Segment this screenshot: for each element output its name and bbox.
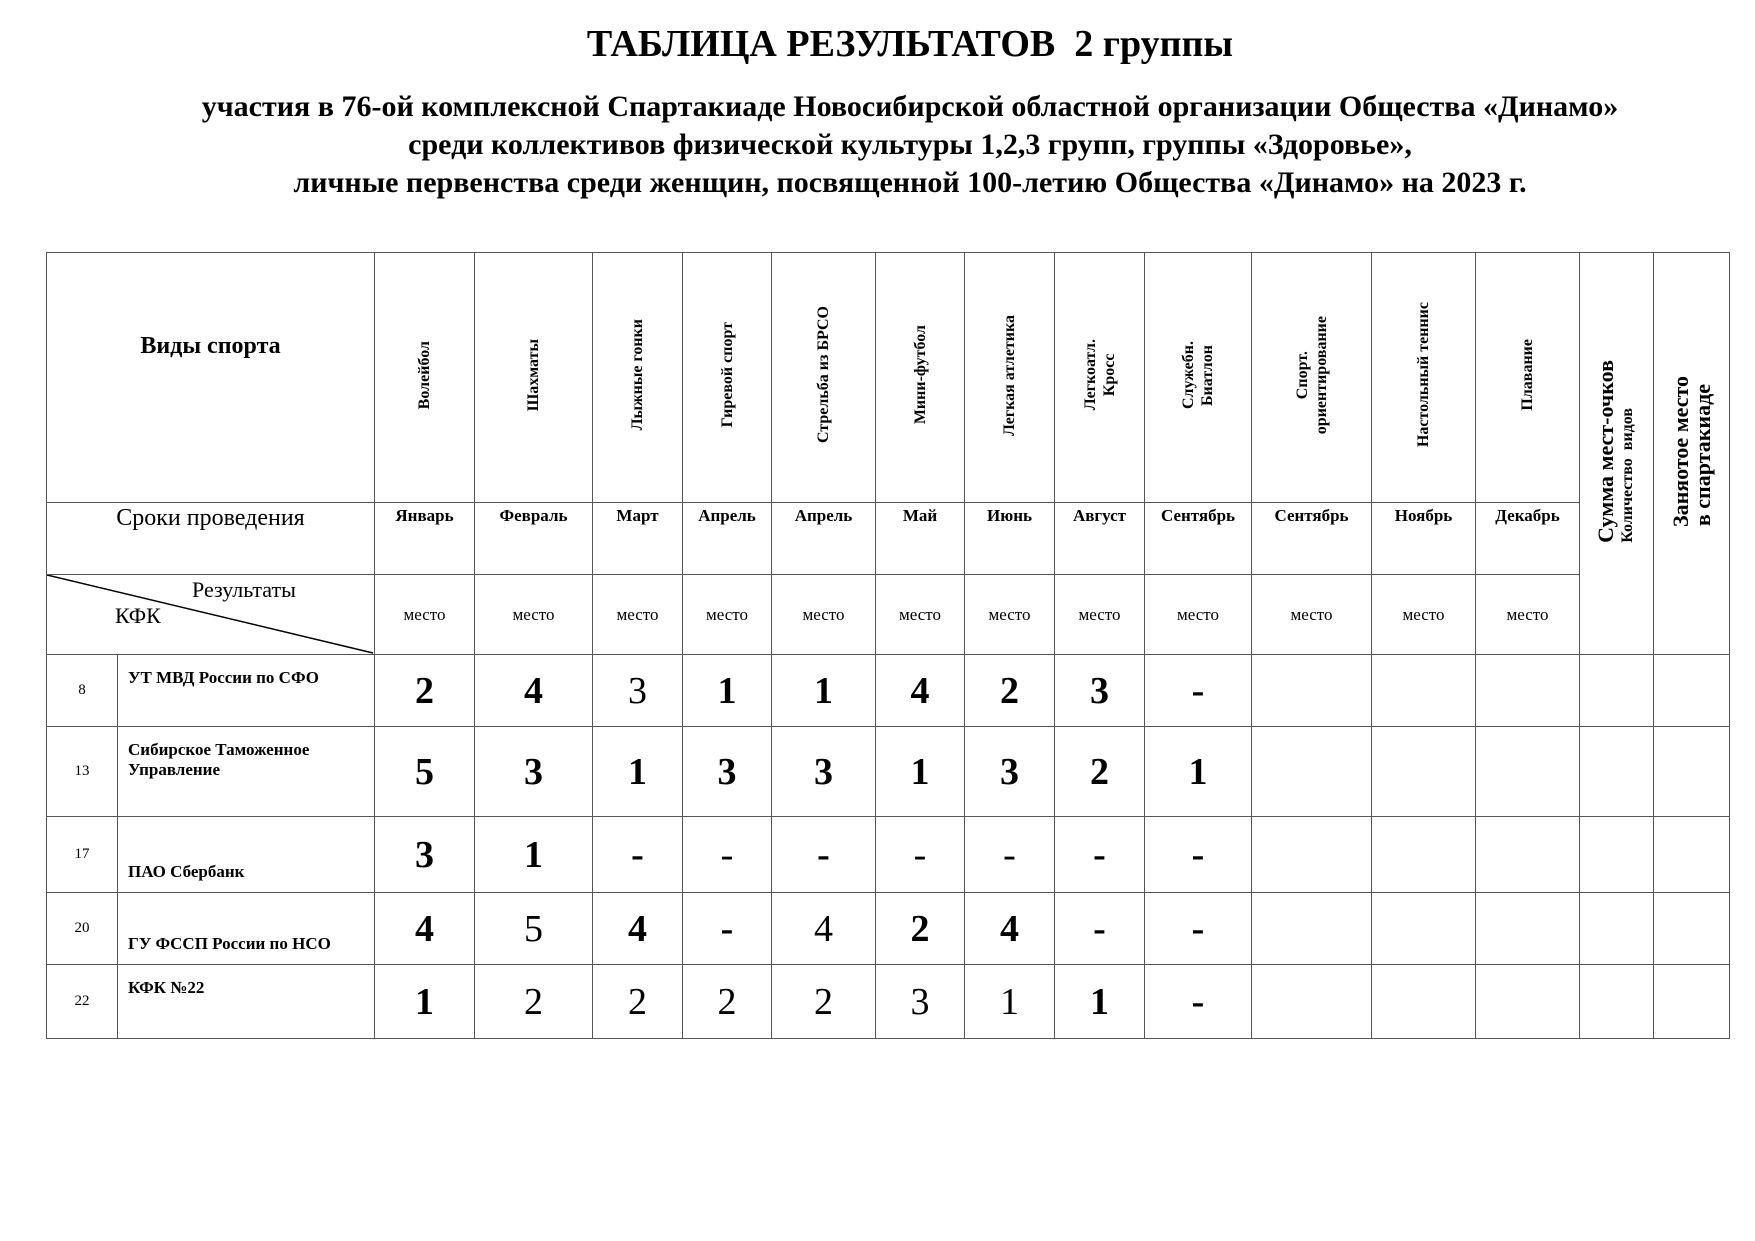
sum-cell bbox=[1580, 727, 1654, 817]
result-cell: 4 bbox=[876, 655, 965, 727]
result-cell: - bbox=[1145, 817, 1252, 893]
result-cell: 4 bbox=[965, 893, 1055, 965]
result-cell: 5 bbox=[475, 893, 593, 965]
sum-cell bbox=[1580, 817, 1654, 893]
team-name: КФК №22 bbox=[118, 965, 375, 1039]
result-cell bbox=[1252, 817, 1372, 893]
result-cell: - bbox=[772, 817, 876, 893]
table-row bbox=[47, 727, 1730, 817]
result-cell: 5 bbox=[375, 727, 475, 817]
result-cell: 3 bbox=[475, 727, 593, 817]
results-table bbox=[46, 252, 1730, 1039]
result-cell: 2 bbox=[683, 965, 772, 1039]
sport-header bbox=[1476, 253, 1580, 503]
sport-month: Апрель bbox=[683, 503, 772, 575]
place-cell bbox=[1654, 817, 1730, 893]
sport-header bbox=[1145, 253, 1252, 503]
sports-header: Виды спорта bbox=[47, 253, 375, 503]
sport-unit: место bbox=[876, 575, 965, 655]
result-cell: - bbox=[965, 817, 1055, 893]
sport-month: Июнь bbox=[965, 503, 1055, 575]
result-cell: 2 bbox=[965, 655, 1055, 727]
place-cell bbox=[1654, 727, 1730, 817]
sport-header bbox=[683, 253, 772, 503]
team-name: Сибирское Таможенное Управление bbox=[118, 727, 375, 817]
result-cell: 3 bbox=[375, 817, 475, 893]
results-label: Результаты bbox=[192, 577, 296, 602]
sport-unit: место bbox=[1145, 575, 1252, 655]
result-cell: - bbox=[1145, 893, 1252, 965]
sport-month: Май bbox=[876, 503, 965, 575]
sport-name: Настольный теннис bbox=[1415, 302, 1432, 448]
sport-name: Плавание bbox=[1519, 339, 1536, 411]
result-cell: 4 bbox=[593, 893, 683, 965]
page-title: ТАБЛИЦА РЕЗУЛЬТАТОВ 2 группы bbox=[586, 23, 1234, 65]
sum-cell bbox=[1580, 965, 1654, 1039]
result-cell bbox=[1476, 655, 1580, 727]
sport-month: Сентябрь bbox=[1145, 503, 1252, 575]
result-cell: - bbox=[876, 817, 965, 893]
row-number: 17 bbox=[47, 817, 118, 893]
place-header bbox=[1654, 253, 1730, 655]
sport-name: Лыжные гонки bbox=[629, 319, 646, 431]
result-cell bbox=[1252, 727, 1372, 817]
sport-name: Служебн. Биатлон bbox=[1180, 340, 1216, 410]
result-cell bbox=[1252, 965, 1372, 1039]
sum-cell bbox=[1580, 893, 1654, 965]
result-cell: 1 bbox=[475, 817, 593, 893]
team-name: УТ МВД России по СФО bbox=[118, 655, 375, 727]
row-number: 20 bbox=[47, 893, 118, 965]
sport-unit: место bbox=[375, 575, 475, 655]
sport-unit: место bbox=[1372, 575, 1476, 655]
sport-header bbox=[1055, 253, 1145, 503]
subtitle-line-1: участия в 76-ой комплексной Спартакиаде Новосибирской областной организации Общества «Динамо» bbox=[201, 90, 1619, 123]
result-cell bbox=[1372, 655, 1476, 727]
result-cell: - bbox=[683, 817, 772, 893]
result-cell bbox=[1372, 817, 1476, 893]
result-cell bbox=[1476, 817, 1580, 893]
result-cell: 1 bbox=[876, 727, 965, 817]
sport-name: Мини-футбол bbox=[911, 325, 929, 425]
sport-name: Спорт. ориентирование bbox=[1293, 315, 1330, 435]
place-header-line-2: в спартакиаде bbox=[1689, 384, 1715, 527]
sport-unit: место bbox=[965, 575, 1055, 655]
result-cell: - bbox=[1055, 893, 1145, 965]
sport-header bbox=[876, 253, 965, 503]
result-cell bbox=[1372, 965, 1476, 1039]
result-cell: 4 bbox=[375, 893, 475, 965]
result-cell: 3 bbox=[1055, 655, 1145, 727]
result-cell: 3 bbox=[876, 965, 965, 1039]
sport-name: Шахматы bbox=[525, 338, 542, 412]
sport-name: Волейбол bbox=[416, 340, 433, 410]
place-cell bbox=[1654, 893, 1730, 965]
sport-month: Январь bbox=[375, 503, 475, 575]
result-cell: 4 bbox=[475, 655, 593, 727]
sum-header bbox=[1580, 253, 1654, 655]
result-cell: 1 bbox=[772, 655, 876, 727]
result-cell: 2 bbox=[593, 965, 683, 1039]
result-cell bbox=[1252, 893, 1372, 965]
result-cell: 4 bbox=[772, 893, 876, 965]
sport-header bbox=[1372, 253, 1476, 503]
result-cell: 2 bbox=[475, 965, 593, 1039]
sport-month: Август bbox=[1055, 503, 1145, 575]
sport-header bbox=[965, 253, 1055, 503]
result-cell bbox=[1476, 727, 1580, 817]
sport-month: Март bbox=[593, 503, 683, 575]
result-cell bbox=[1476, 893, 1580, 965]
sport-name: Легкая атлетика bbox=[1001, 314, 1018, 436]
sport-name: Легкоатл. Кросс bbox=[1081, 339, 1118, 411]
row-number: 22 bbox=[47, 965, 118, 1039]
sport-name: Стрельба из БРСО bbox=[815, 306, 832, 444]
result-cell: 3 bbox=[965, 727, 1055, 817]
result-cell: - bbox=[683, 893, 772, 965]
subtitle-line-3: личные первенства среди женщин, посвященной 100-летию Общества «Динамо» на 2023 г. bbox=[293, 166, 1527, 199]
row-number: 8 bbox=[47, 655, 118, 727]
result-cell bbox=[1372, 893, 1476, 965]
result-cell: - bbox=[1145, 965, 1252, 1039]
result-cell bbox=[1476, 965, 1580, 1039]
sport-month: Декабрь bbox=[1476, 503, 1580, 575]
result-cell: 1 bbox=[1055, 965, 1145, 1039]
sport-header bbox=[772, 253, 876, 503]
result-cell: 2 bbox=[772, 965, 876, 1039]
result-cell: - bbox=[1145, 655, 1252, 727]
result-cell: - bbox=[1055, 817, 1145, 893]
result-cell: 1 bbox=[965, 965, 1055, 1039]
sport-unit: место bbox=[593, 575, 683, 655]
sport-month: Сентябрь bbox=[1252, 503, 1372, 575]
result-cell: 2 bbox=[375, 655, 475, 727]
result-cell: 3 bbox=[772, 727, 876, 817]
table-row bbox=[47, 965, 1730, 1039]
result-cell: 3 bbox=[683, 727, 772, 817]
sum-header-line-1: Сумма мест-очков bbox=[1592, 359, 1618, 543]
sport-header bbox=[1252, 253, 1372, 503]
team-name: ПАО Сбербанк bbox=[118, 817, 375, 893]
kfk-label: КФК bbox=[115, 603, 161, 628]
result-cell bbox=[1372, 727, 1476, 817]
results-kfk-header bbox=[47, 575, 375, 655]
result-cell bbox=[1252, 655, 1372, 727]
result-cell: 3 bbox=[593, 655, 683, 727]
sport-unit: место bbox=[683, 575, 772, 655]
sport-header bbox=[375, 253, 475, 503]
sport-name: Гиревой спорт bbox=[718, 322, 736, 428]
sport-unit: место bbox=[1055, 575, 1145, 655]
sport-header bbox=[475, 253, 593, 503]
place-cell bbox=[1654, 965, 1730, 1039]
sport-month: Ноябрь bbox=[1372, 503, 1476, 575]
sport-unit: место bbox=[475, 575, 593, 655]
result-cell: 1 bbox=[1145, 727, 1252, 817]
sum-cell bbox=[1580, 655, 1654, 727]
result-cell: 1 bbox=[375, 965, 475, 1039]
schedule-header: Сроки проведения bbox=[47, 503, 375, 575]
sport-unit: место bbox=[772, 575, 876, 655]
team-name: ГУ ФССП России по НСО bbox=[118, 893, 375, 965]
sum-header-line-2: Количество видов bbox=[1618, 407, 1636, 543]
sport-header bbox=[593, 253, 683, 503]
sport-unit: место bbox=[1476, 575, 1580, 655]
place-header-line-1: Заняотое место bbox=[1667, 375, 1693, 527]
result-cell: 1 bbox=[593, 727, 683, 817]
subtitle-line-2: среди коллективов физической культуры 1,2,3 групп, группы «Здоровье», bbox=[408, 128, 1412, 161]
result-cell: 2 bbox=[876, 893, 965, 965]
sport-month: Февраль bbox=[475, 503, 593, 575]
table-row bbox=[47, 817, 1730, 893]
place-cell bbox=[1654, 655, 1730, 727]
sport-unit: место bbox=[1252, 575, 1372, 655]
result-cell: 1 bbox=[683, 655, 772, 727]
table-row bbox=[47, 893, 1730, 965]
table-row bbox=[47, 655, 1730, 727]
result-cell: - bbox=[593, 817, 683, 893]
sport-month: Апрель bbox=[772, 503, 876, 575]
row-number: 13 bbox=[47, 727, 118, 817]
result-cell: 2 bbox=[1055, 727, 1145, 817]
